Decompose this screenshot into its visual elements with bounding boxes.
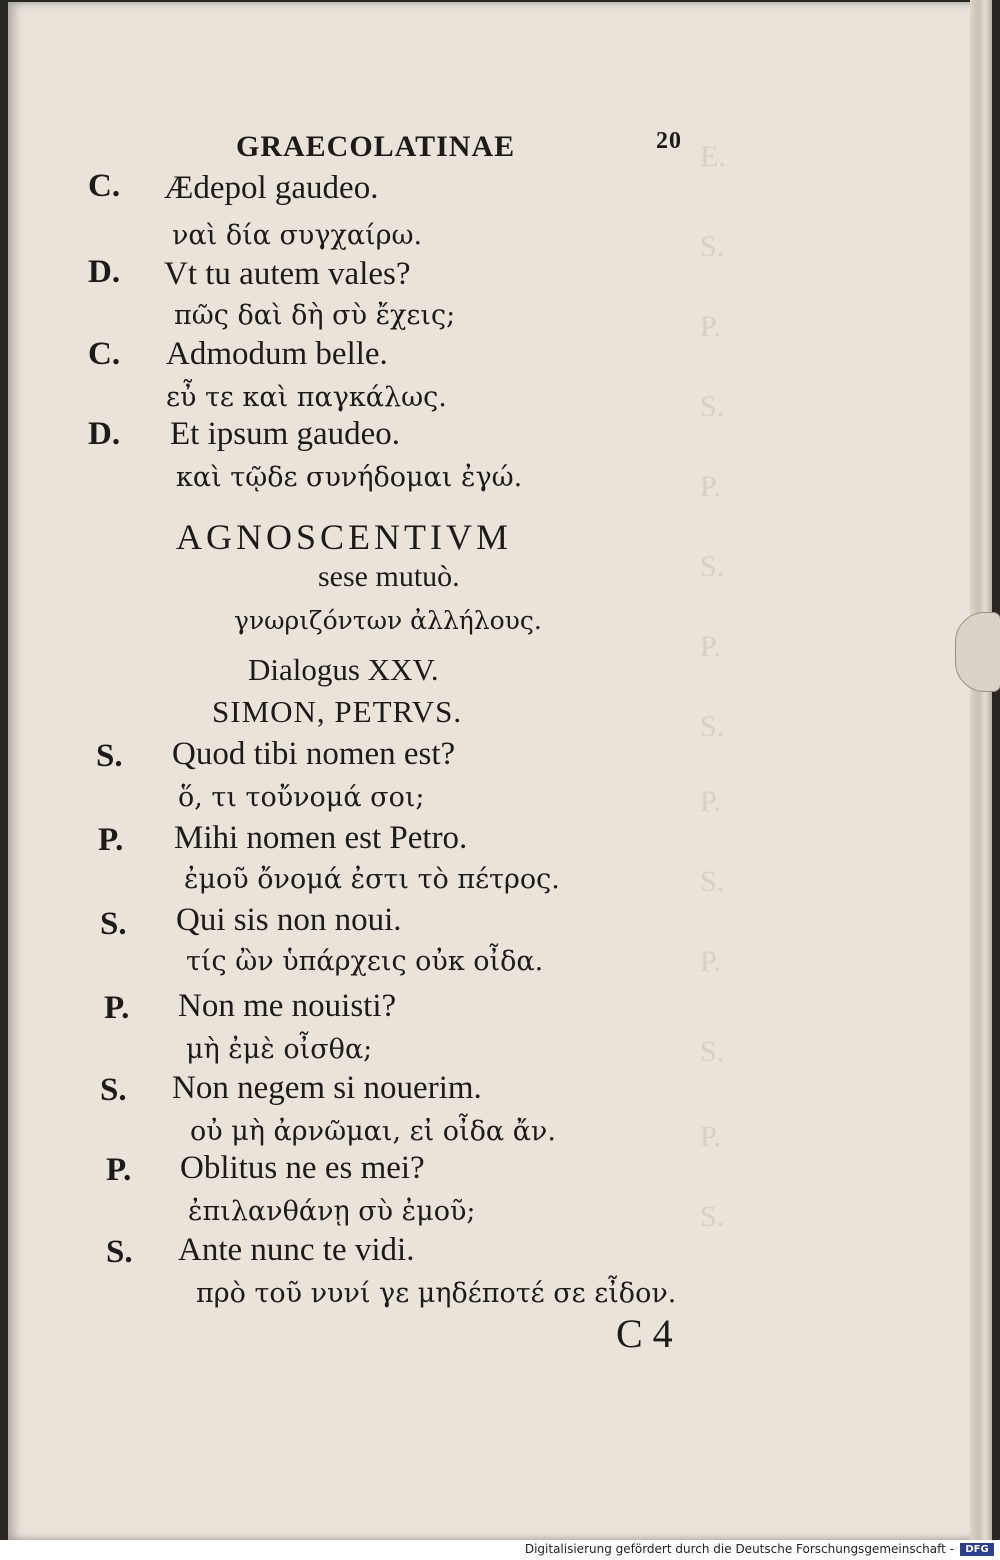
greek-line: ὅ, τι τοὔνομά σοι; [178,782,425,813]
speaker-mark: D. [88,254,121,290]
latin-line: Qui sis non noui. [176,902,402,938]
speaker-mark: P. [98,822,124,858]
digitization-credit: Digitalisierung gefördert durch die Deutsche Forschungsgemeinschaft - [524,1542,954,1556]
section-subtitle-greek: γνωριζόντων ἀλλήλους. [234,606,542,635]
greek-line: ναὶ δία συγχαίρω. [172,220,423,251]
book-leaf [8,2,990,1540]
dfg-logo: DFG [960,1543,994,1556]
speaker-mark: C. [88,336,121,372]
show-through-mark: P. [700,630,721,663]
show-through-mark: E. [700,140,726,173]
speaker-mark: S. [96,738,123,774]
latin-line: Non me nouisti? [178,988,397,1024]
latin-line: Quod tibi nomen est? [172,736,456,772]
section-title: AGNOSCENTIVM [176,517,512,557]
greek-line: ἐμοῦ ὄνομά ἐστι τὸ πέτρος. [184,864,560,895]
show-through-mark: S. [700,550,725,583]
show-through-mark: S. [700,230,725,263]
greek-line: ἐπιλανθάνῃ σὺ ἐμοῦ; [188,1196,476,1227]
speaker-mark: P. [106,1152,132,1188]
latin-line: Et ipsum gaudeo. [170,416,401,452]
folio-number: 20 [656,128,682,154]
show-through-mark: P. [700,310,721,343]
show-through-mark: S. [700,865,725,898]
page-clip [955,612,1000,692]
speaker-mark: P. [104,990,130,1026]
speaker-mark: S. [106,1234,133,1270]
latin-line: Admodum belle. [166,336,388,372]
speaker-mark: D. [88,416,121,452]
greek-line: πρὸ τοῦ νυνί γε μηδέποτέ σε εἶδον. [196,1278,677,1309]
signature-mark: C 4 [616,1311,673,1356]
greek-line: πῶς δαὶ δὴ σὺ ἔχεις; [174,300,456,331]
fore-edge [970,0,992,1540]
show-through-mark: P. [700,470,721,503]
greek-line: εὖ τε καὶ παγκάλως. [166,382,447,413]
greek-line: τίς ὢν ὑπάρχεις οὐκ οἶδα. [186,946,544,977]
show-through-mark: P. [700,785,721,818]
running-head: GRAECOLATINAE [236,130,516,163]
latin-line: Ante nunc te vidi. [178,1232,415,1268]
dialogue-persons: SIMON, PETRVS. [212,694,463,729]
speaker-mark: S. [100,906,127,942]
greek-line: μὴ ἐμὲ οἶσθα; [186,1034,373,1065]
show-through-mark: S. [700,710,725,743]
latin-line: Mihi nomen est Petro. [174,820,468,856]
show-through-mark: P. [700,1120,721,1153]
greek-line: οὐ μὴ ἀρνῶμαι, εἰ οἶδα ἄν. [190,1116,556,1147]
show-through-mark: S. [700,1200,725,1233]
section-subtitle-latin: sese mutuò. [318,560,460,593]
speaker-mark: C. [88,168,121,204]
latin-line: Oblitus ne es mei? [180,1150,425,1186]
latin-line: Ædepol gaudeo. [164,170,379,206]
greek-line: καὶ τῷδε συνήδομαι ἐγώ. [176,462,523,493]
dialogue-number: Dialogus XXV. [248,652,439,687]
footer-bar [0,1540,1000,1560]
latin-line: Non negem si nouerim. [172,1070,482,1106]
show-through-mark: S. [700,1035,725,1068]
latin-line: Vt tu autem vales? [164,256,411,292]
speaker-mark: S. [100,1072,127,1108]
show-through-mark: P. [700,945,721,978]
show-through-mark: S. [700,390,725,423]
